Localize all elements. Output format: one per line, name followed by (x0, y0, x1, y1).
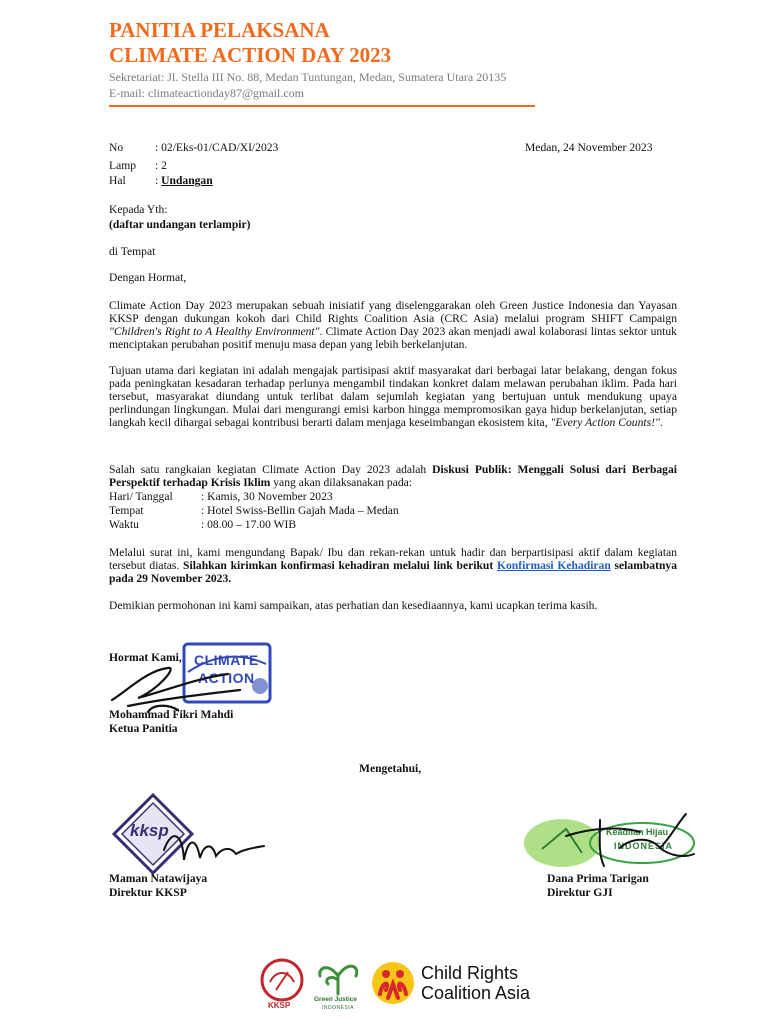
paragraph-1 (109, 299, 677, 351)
kksp-director-signature (160, 820, 270, 872)
crca-logo-icon (370, 960, 416, 1006)
event-time-label: Waktu (109, 518, 139, 531)
salutation: Dengan Hormat, (109, 271, 187, 284)
event-day-value: : Kamis, 30 November 2023 (201, 490, 333, 503)
crca-logo-text-1: Child Rights (421, 963, 519, 983)
kksp-stamp-text: kksp (130, 821, 169, 840)
lamp-label: Lamp (109, 159, 137, 172)
lamp-value: : 2 (155, 159, 167, 172)
recipient-kepada: Kepada Yth: (109, 203, 168, 216)
header-divider (109, 105, 535, 107)
no-value: : 02/Eks-01/CAD/XI/2023 (155, 141, 279, 154)
event-time-value: : 08.00 – 17.00 WIB (201, 518, 297, 531)
p3-text-a: Salah satu rangkaian kegiatan Climate Action Day 2023 adalah (109, 463, 433, 476)
p4-text-a: Melalui surat ini, kami mengundang Bapak/ Ibu dan rekan-rekan untuk hadir dan berpartisipasi aktif dalam kegiatan tersebut diatas. (109, 546, 677, 572)
hal-value-row (155, 174, 213, 187)
green-justice-logo (312, 956, 364, 1014)
no-label: No (109, 141, 124, 154)
kksp-logo-text: KKSP (268, 1001, 291, 1010)
recipient-list: (daftar undangan terlampir) (109, 218, 251, 231)
stamp-action-text: ACTION (198, 670, 255, 686)
header-title-line2: CLIMATE ACTION DAY 2023 (109, 43, 392, 67)
event-place-label: Tempat (109, 504, 144, 517)
gji-director-name: Dana Prima Tarigan (547, 872, 649, 885)
hal-colon: : (155, 174, 162, 187)
acknowledge-text: Mengetahui, (359, 762, 422, 775)
closing-text: Hormat Kami, (109, 651, 182, 664)
p1-text-a: Climate Action Day 2023 merupakan sebuah inisiatif yang diselenggarakan oleh Green Justice Indonesia dan Yayasan KKSP dengan dukungan kokoh dari Child Rights Coalition Asia (CRC Asia) melalui program SHIFT Campaign (109, 299, 677, 325)
header-email: E-mail: climateactionday87@gmail.com (109, 86, 304, 100)
p4-deadline: selambatnya pada 29 November 2023. (109, 559, 677, 585)
p4-instruction: Silahkan kirimkan konfirmasi kehadiran melalui link berikut (183, 559, 497, 572)
crca-logo-text (421, 963, 530, 1003)
event-place-value: : Hotel Swiss-Bellin Gajah Mada – Medan (201, 504, 399, 517)
gji-director-signature (560, 808, 700, 872)
paragraph-4 (109, 546, 677, 585)
gji-stamp-text-2: INDONESIA (614, 841, 674, 851)
p1-text-c: . Climate Action Day 2023 akan menjadi awal kolaborasi lintas sektor untuk menciptakan perubahan positif menuju masa depan yang lebih berkelanjutan. (109, 325, 677, 351)
p2-slogan: "Every Action Counts!" (550, 416, 660, 429)
gji-stamp-text-1: Keadilan Hijau (606, 827, 669, 837)
confirmation-link[interactable]: Konfirmasi Kehadiran (496, 559, 611, 572)
p2-text-a: Tujuan utama dari kegiatan ini adalah mengajak partisipasi aktif masyarakat dari berbagai latar belakang, dengan fokus pada peningkatan kesadaran terhadap perlunya mengambil tindakan konkret dalam melawan perubahan iklim. Pada hari tersebut, masyarakat diundang untuk terlibat dalam sejumlah kegiatan yang bertujuan untuk mendukung upaya perlindungan lingkungan. Mulai dari mengurangi emisi karbon hingga mempromosikan gaya hidup berkelanjutan, setiap langkah kecil dihargai sebagai kontribusi berarti dalam menjaga keseimbangan ekosistem kita, (109, 364, 677, 429)
crca-logo-text-2: Coalition Asia (421, 983, 531, 1003)
p3-text-c: yang akan dilaksanakan pada: (270, 476, 413, 489)
stamp-climate-text: CLIMATE (194, 652, 259, 668)
header-title-line1: PANITIA PELAKSANA (109, 18, 330, 42)
kksp-director-name: Maman Natawijaya (109, 872, 208, 885)
chair-title: Ketua Panitia (109, 722, 178, 735)
green-justice-logo-text-2: INDONESIA (322, 1005, 355, 1011)
kksp-logo (256, 956, 308, 1012)
p3-event-title: Diskusi Publik: Menggali Solusi dari Berbagai Perspektif terhadap Krisis Iklim (109, 463, 678, 489)
header-address: Sekretariat: Jl. Stella III No. 88, Medan Tuntungan, Medan, Sumatera Utara 20135 (109, 70, 507, 84)
kksp-director-title: Direktur KKSP (109, 886, 187, 899)
place-date: Medan, 24 November 2023 (525, 141, 653, 154)
hal-label: Hal (109, 174, 126, 187)
p2-text-c: . (659, 416, 663, 429)
green-justice-logo-text-1: Green Justice (314, 996, 357, 1003)
hal-value: Undangan (161, 174, 213, 187)
paragraph-5: Demikian permohonan ini kami sampaikan, atas perhatian dan kesediaannya, kami ucapkan terima kasih. (109, 599, 598, 612)
chair-name: Mohammad Fikri Mahdi (109, 708, 234, 721)
recipient-place: di Tempat (109, 245, 156, 258)
gji-director-title: Direktur GJI (547, 886, 613, 899)
event-day-label: Hari/ Tanggal (109, 490, 173, 503)
paragraph-2 (109, 364, 677, 429)
paragraph-3 (109, 463, 677, 489)
p1-campaign-name: "Children's Right to A Healthy Environment" (109, 325, 320, 338)
